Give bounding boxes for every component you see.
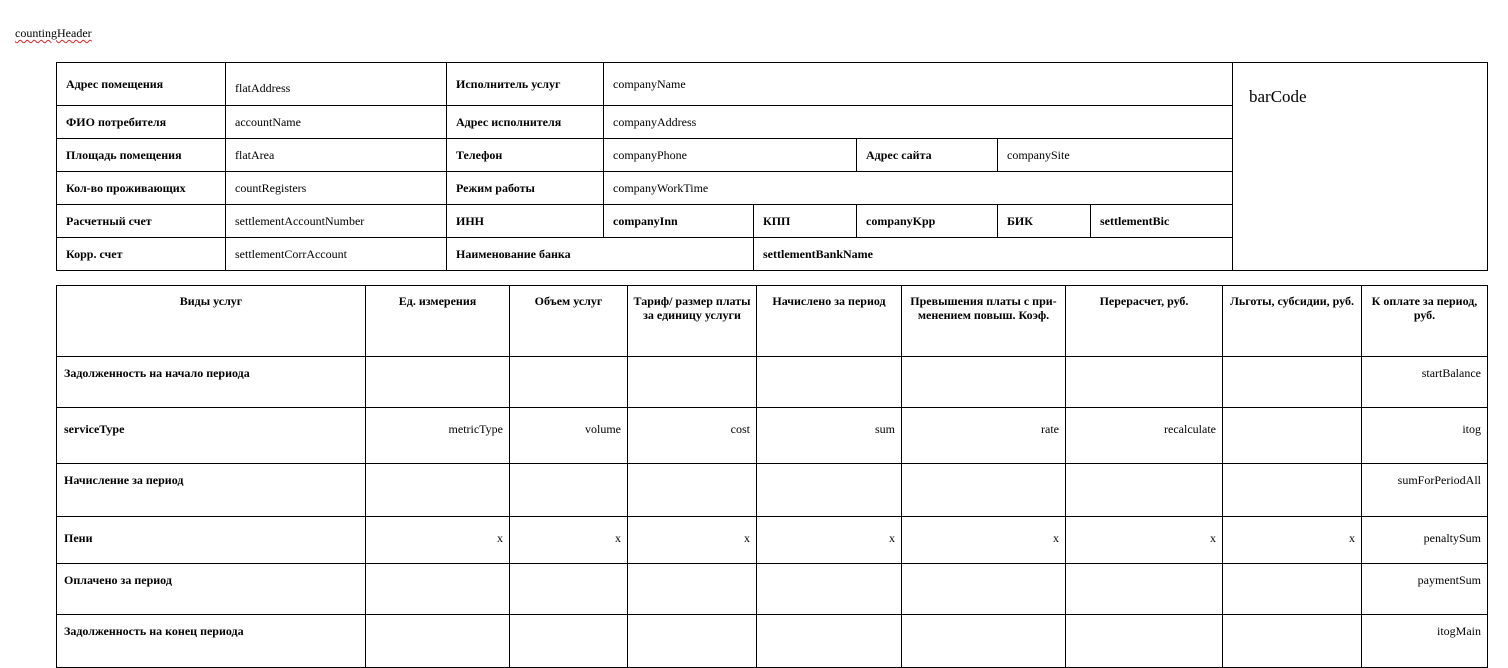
table-cell xyxy=(902,564,1066,615)
table-cell: itogMain xyxy=(1362,615,1488,668)
table-cell xyxy=(366,564,510,615)
inn-label: ИНН xyxy=(447,205,604,238)
table-cell xyxy=(1223,357,1362,408)
services-table xyxy=(56,285,1488,668)
column-header-unit: Ед. измерения xyxy=(366,286,510,357)
table-cell xyxy=(628,464,757,517)
column-header-to-pay: К оплате за период, руб. xyxy=(1362,286,1488,357)
kpp-label: КПП xyxy=(754,205,857,238)
table-cell xyxy=(1066,564,1223,615)
bik-value: settlementBic xyxy=(1091,205,1233,238)
bank-name-label: Наименование банка xyxy=(447,238,754,271)
table-cell: x xyxy=(757,517,902,564)
settlement-account-label: Расчетный счет xyxy=(57,205,226,238)
table-cell: cost xyxy=(628,408,757,464)
table-cell xyxy=(902,464,1066,517)
table-cell xyxy=(366,464,510,517)
inn-value: companyInn xyxy=(604,205,754,238)
table-cell: serviceType xyxy=(57,408,366,464)
bank-name-value: settlementBankName xyxy=(754,238,1233,271)
table-cell: Пени xyxy=(57,517,366,564)
table-cell: Задолженность на конец периода xyxy=(57,615,366,668)
account-name-label: ФИО потребителя xyxy=(57,106,226,139)
table-cell: sum xyxy=(757,408,902,464)
table-cell: x xyxy=(902,517,1066,564)
column-header-volume: Объем услуг xyxy=(510,286,628,357)
residents-value: countRegisters xyxy=(226,172,447,205)
table-cell: itog xyxy=(1362,408,1488,464)
table-cell: Начисление за период xyxy=(57,464,366,517)
table-cell xyxy=(628,357,757,408)
table-cell xyxy=(1223,408,1362,464)
company-name-label: Исполнитель услуг xyxy=(447,63,604,106)
table-cell xyxy=(1066,464,1223,517)
bik-label: БИК xyxy=(998,205,1091,238)
table-cell xyxy=(1066,615,1223,668)
table-cell xyxy=(628,615,757,668)
table-cell: x xyxy=(628,517,757,564)
table-cell: Оплачено за период xyxy=(57,564,366,615)
site-value: companySite xyxy=(998,139,1233,172)
flat-area-label: Площадь помещения xyxy=(57,139,226,172)
table-cell: x xyxy=(1066,517,1223,564)
table-cell xyxy=(510,464,628,517)
table-cell xyxy=(757,564,902,615)
table-cell xyxy=(366,357,510,408)
table-cell: metricType xyxy=(366,408,510,464)
company-name-value: companyName xyxy=(604,63,1233,106)
corr-account-label: Корр. счет xyxy=(57,238,226,271)
header-info-table xyxy=(56,62,1488,271)
table-cell xyxy=(1223,564,1362,615)
table-cell: rate xyxy=(902,408,1066,464)
work-time-value: companyWorkTime xyxy=(604,172,1233,205)
table-cell xyxy=(510,564,628,615)
table-cell: Задолженность на начало периода xyxy=(57,357,366,408)
table-cell: x xyxy=(1223,517,1362,564)
barcode: barCode xyxy=(1233,63,1488,271)
table-cell: recalculate xyxy=(1066,408,1223,464)
corr-account-value: settlementCorrAccount xyxy=(226,238,447,271)
table-cell xyxy=(757,615,902,668)
table-cell xyxy=(1223,615,1362,668)
company-address-value: companyAddress xyxy=(604,106,1233,139)
table-cell: x xyxy=(366,517,510,564)
table-cell: startBalance xyxy=(1362,357,1488,408)
table-cell: paymentSum xyxy=(1362,564,1488,615)
table-cell: penaltySum xyxy=(1362,517,1488,564)
column-header-accrued: Начислено за период xyxy=(757,286,902,357)
table-cell xyxy=(757,464,902,517)
settlement-account-value: settlementAccountNumber xyxy=(226,205,447,238)
counting-header: countingHeader xyxy=(15,26,92,40)
table-cell xyxy=(510,615,628,668)
column-header-tariff: Тариф/ размер платы за единицу услуги xyxy=(628,286,757,357)
table-cell: x xyxy=(510,517,628,564)
phone-value: companyPhone xyxy=(604,139,857,172)
phone-label: Телефон xyxy=(447,139,604,172)
site-label: Адрес сайта xyxy=(857,139,998,172)
table-row xyxy=(57,615,1488,668)
column-header-benefits: Льготы, субсидии, руб. xyxy=(1223,286,1362,357)
column-header-excess-fee: Превышения платы с при-менением повыш. Коэф. xyxy=(902,286,1066,357)
account-name-value: accountName xyxy=(226,106,447,139)
table-cell xyxy=(510,357,628,408)
table-row xyxy=(57,564,1488,615)
table-row xyxy=(57,408,1488,464)
column-header-recalculation: Перерасчет, руб. xyxy=(1066,286,1223,357)
table-cell xyxy=(628,564,757,615)
table-cell xyxy=(902,357,1066,408)
table-cell xyxy=(1066,357,1223,408)
flat-address-label: Адрес помещения xyxy=(57,63,226,106)
work-time-label: Режим работы xyxy=(447,172,604,205)
residents-label: Кол-во проживающих xyxy=(57,172,226,205)
column-header-service-types: Виды услуг xyxy=(57,286,366,357)
table-cell xyxy=(902,615,1066,668)
table-cell xyxy=(366,615,510,668)
kpp-value: companyKpp xyxy=(857,205,998,238)
table-row xyxy=(57,357,1488,408)
flat-area-value: flatArea xyxy=(226,139,447,172)
table-row xyxy=(57,517,1488,564)
table-cell xyxy=(1223,464,1362,517)
table-row xyxy=(57,464,1488,517)
table-cell xyxy=(757,357,902,408)
table-cell: sumForPeriodAll xyxy=(1362,464,1488,517)
company-address-label: Адрес исполнителя xyxy=(447,106,604,139)
flat-address-value: flatAddress xyxy=(226,63,447,106)
table-cell: volume xyxy=(510,408,628,464)
